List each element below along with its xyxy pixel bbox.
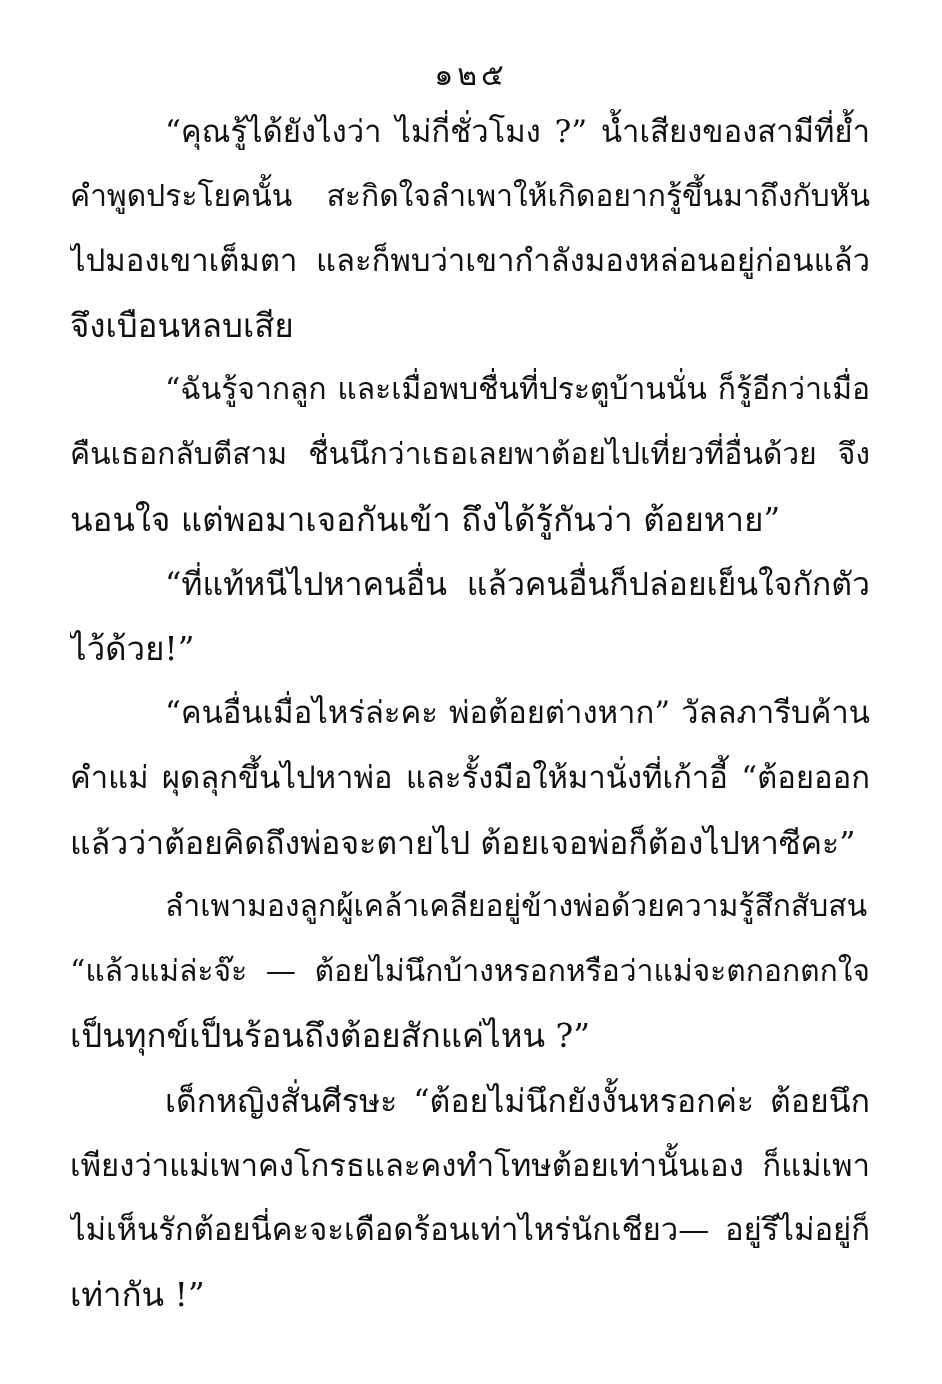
text-line: คำแม่ ผุดลุกขึ้นไปหาพ่อ และรั้งมือให้มานั่งที่เก้าอี้ “ต้อยออก — [70, 759, 870, 796]
text-line: เด็กหญิงสั่นศีรษะ “ต้อยไม่นึกยังงั้นหรอกค่ะ ต้อยนึก — [165, 1081, 870, 1120]
text-line: เป็นทุกข์เป็นร้อนถึงต้อยสักแค่ไหน ?” — [70, 1016, 591, 1056]
text-line: ไม่เห็นรักต้อยนี่คะจะเดือดร้อนเท่าไหร่นักเชียว— อยู่รึไม่อยู่ก็ — [70, 1212, 870, 1249]
text-line: คืนเธอกลับตีสาม ชื่นนึกว่าเธอเลยพาต้อยไปเที่ยวที่อื่นด้วย จึง — [70, 436, 870, 472]
text-line: จึงเบือนหลบเสีย — [70, 305, 294, 345]
body-text — [70, 100, 870, 1327]
text-line: แล้วว่าต้อยคิดถึงพ่อจะตายไป ต้อยเจอพ่อก็ต้องไปหาซีคะ” — [70, 823, 856, 862]
text-line: ลำเพามองลูกผู้เคล้าเคลียอยู่ข้างพ่อด้วยความรู้สึกสับสน — [165, 889, 868, 925]
text-line: เพียงว่าแม่เพาคงโกรธและคงทำโทษต้อยเท่านั้นเอง ก็แม่เพา — [70, 1147, 870, 1184]
text-line: “ที่แท้หนีไปหาคนอื่น แล้วคนอื่นก็ปล่อยเย็นใจกักตัว — [165, 565, 870, 604]
text-line: ไปมองเขาเต็มตา และก็พบว่าเขากำลังมองหล่อนอยู่ก่อนแล้ว — [70, 243, 870, 280]
page-number: ๑๒๕ — [434, 58, 508, 93]
text-line: “คุณรู้ได้ยังไงว่า ไม่กี่ชั่วโมง ?” น้ำเสียงของสามีที่ย้ำ — [165, 114, 870, 150]
text-line: เท่ากัน !” — [70, 1274, 205, 1314]
text-line: “คนอื่นเมื่อไหร่ล่ะคะ พ่อต้อยต่างหาก” วัลลภารีบค้าน — [165, 695, 870, 732]
text-line: “ฉันรู้จากลูก และเมื่อพบชื่นที่ประตูบ้านนั่น ก็รู้อีกว่าเมื่อ — [165, 372, 870, 408]
text-line: นอนใจ แต่พอมาเจอกันเข้า ถึงได้รู้กันว่า ต้อยหาย” — [70, 499, 781, 539]
text-line: คำพูดประโยคนั้น สะกิดใจลำเพาให้เกิดอยากรู้ขึ้นมาถึงกับหัน — [70, 178, 870, 214]
text-line: “แล้วแม่ล่ะจ๊ะ — ต้อยไม่นึกบ้างหรอกหรือว่าแม่จะตกอกตกใจ — [70, 953, 870, 989]
text-line: ไว้ด้วย!” — [70, 628, 195, 668]
